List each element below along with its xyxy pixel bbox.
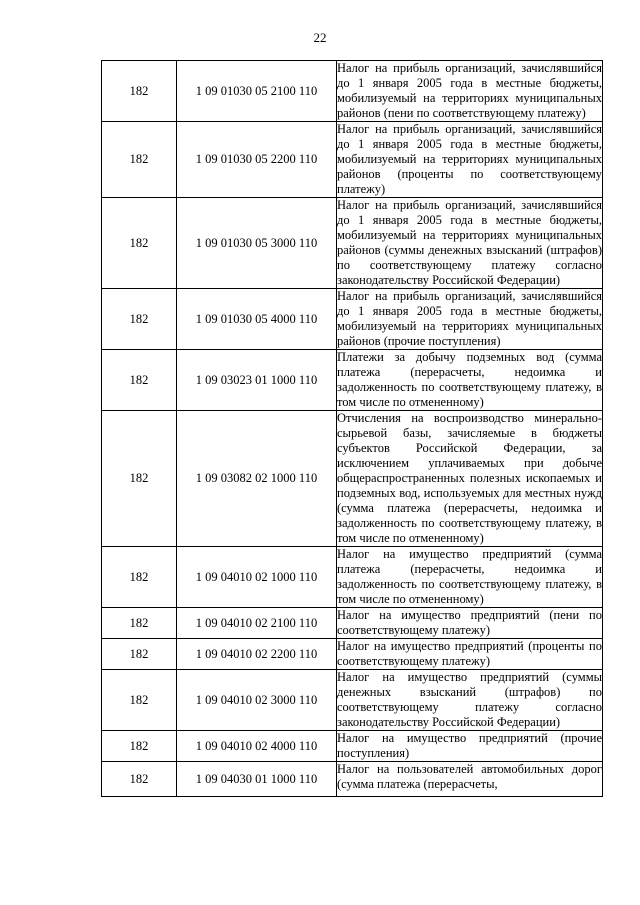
description-cell: Налог на прибыль организаций, зачислявшийся до 1 января 2005 года в местные бюджеты, мобилизуемый на территориях муниципальных районов (суммы денежных взысканий (штрафов) по соответствующему платежу согласно законодательству Российской Федерации)	[337, 198, 602, 287]
admin-code-cell: 182	[102, 411, 177, 547]
table-row	[102, 608, 603, 639]
table-row	[102, 61, 603, 122]
description-cell: Налог на имущество предприятий (пени по соответствующему платежу)	[337, 608, 602, 637]
table-row	[102, 289, 603, 350]
admin-code-cell: 182	[102, 762, 177, 797]
budget-code-cell: 1 09 01030 05 2100 110	[177, 61, 337, 122]
admin-code-cell: 182	[102, 547, 177, 608]
admin-code-cell: 182	[102, 670, 177, 731]
admin-code-cell: 182	[102, 608, 177, 639]
budget-code-cell: 1 09 04010 02 4000 110	[177, 731, 337, 762]
description-cell: Налог на имущество предприятий (сумма платежа (перерасчеты, недоимка и задолженность по соответствующему платежу, в том числе по отмененному)	[337, 547, 602, 606]
admin-code-cell: 182	[102, 122, 177, 198]
budget-code-cell: 1 09 03023 01 1000 110	[177, 350, 337, 411]
table-row	[102, 670, 603, 731]
description-cell: Отчисления на воспроизводство минерально-сырьевой базы, зачисляемые в бюджеты субъектов Российской Федерации, за исключением уплачиваемых при добыче общераспространенных полезных ископаемых и подземных вод, используемых для местных нужд (сумма платежа (перерасчеты, недоимка и задолженность по соответствующему платежу, в том числе по отмененному)	[337, 411, 602, 545]
page-number: 22	[313, 30, 327, 45]
budget-code-cell: 1 09 01030 05 2200 110	[177, 122, 337, 198]
admin-code-cell: 182	[102, 61, 177, 122]
table-row	[102, 411, 603, 547]
table-row	[102, 122, 603, 198]
admin-code-cell: 182	[102, 350, 177, 411]
admin-code-cell: 182	[102, 731, 177, 762]
description-cell: Налог на прибыль организаций, зачислявшийся до 1 января 2005 года в местные бюджеты, мобилизуемый на территориях муниципальных районов (пени по соответствующему платежу)	[337, 61, 602, 120]
description-text: Налог на пользователей автомобильных дорог (сумма платежа (перерасчеты,	[337, 762, 602, 791]
admin-code-cell: 182	[102, 639, 177, 670]
table-row	[102, 731, 603, 762]
budget-code-cell: 1 09 04010 02 2100 110	[177, 608, 337, 639]
admin-code-cell: 182	[102, 198, 177, 289]
budget-code-cell: 1 09 03082 02 1000 110	[177, 411, 337, 547]
table-row	[102, 198, 603, 289]
description-cell: Налог на имущество предприятий (прочие поступления)	[337, 731, 602, 760]
description-cell: Платежи за добычу подземных вод (сумма платежа (перерасчеты, недоимка и задолженность по соответствующему платежу, в том числе по отмененному)	[337, 350, 602, 409]
budget-code-cell: 1 09 04010 02 1000 110	[177, 547, 337, 608]
description-cell: Налог на прибыль организаций, зачислявшийся до 1 января 2005 года в местные бюджеты, мобилизуемый на территориях муниципальных районов (проценты по соответствующему платежу)	[337, 122, 602, 196]
table-row	[102, 547, 603, 608]
description-cell: Налог на прибыль организаций, зачислявшийся до 1 января 2005 года в местные бюджеты, мобилизуемый на территориях муниципальных районов (прочие поступления)	[337, 289, 602, 348]
description-cell: Налог на имущество предприятий (суммы денежных взысканий (штрафов) по соответствующему платежу согласно законодательству Российской Федерации)	[337, 670, 602, 729]
budget-code-cell: 1 09 01030 05 4000 110	[177, 289, 337, 350]
budget-code-cell: 1 09 04010 02 2200 110	[177, 639, 337, 670]
table-row	[102, 762, 603, 797]
budget-code-cell: 1 09 01030 05 3000 110	[177, 198, 337, 289]
description-cell: Налог на имущество предприятий (проценты по соответствующему платежу)	[337, 639, 602, 668]
budget-code-cell: 1 09 04030 01 1000 110	[177, 762, 337, 797]
budget-codes-table	[101, 60, 603, 797]
admin-code-cell: 182	[102, 289, 177, 350]
description-cell	[337, 762, 603, 797]
table-row	[102, 350, 603, 411]
table-row	[102, 639, 603, 670]
budget-code-cell: 1 09 04010 02 3000 110	[177, 670, 337, 731]
